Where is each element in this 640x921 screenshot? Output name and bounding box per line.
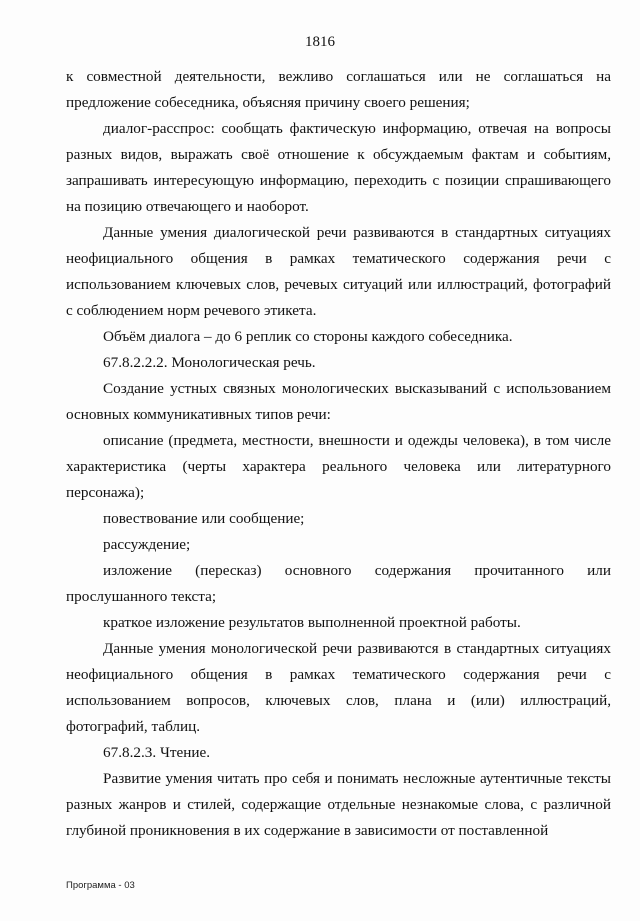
paragraph: Развитие умения читать про себя и понимать несложные аутентичные тексты разных жанров и стилей, содержащие отдельные незнакомые слова, с различной глубиной проникновения в их содержание в зависимости от поставленной bbox=[66, 770, 611, 839]
paragraph: Данные умения монологической речи развиваются в стандартных ситуациях неофициального общения в рамках тематического содержания речи с использованием вопросов, ключевых слов, плана и (или) иллюстраций, фотографий, таблиц. bbox=[66, 640, 611, 735]
paragraph: повествование или сообщение; bbox=[103, 510, 305, 527]
paragraph: Объём диалога – до 6 реплик со стороны каждого собеседника. bbox=[103, 328, 513, 345]
page-footer: Программа - 03 bbox=[66, 880, 135, 891]
section-heading: 67.8.2.3. Чтение. bbox=[103, 744, 210, 761]
body-text bbox=[66, 64, 611, 844]
paragraph: диалог-расспрос: сообщать фактическую информацию, отвечая на вопросы разных видов, выражать своё отношение к обсуждаемым фактам и событиям, запрашивать интересующую информацию, переходить с позиции спрашивающего на позицию отвечающего и наоборот. bbox=[66, 120, 611, 215]
paragraph: описание (предмета, местности, внешности и одежды человека), в том числе характеристика (черты характера реального человека или литературного персонажа); bbox=[66, 432, 611, 501]
paragraph: к совместной деятельности, вежливо соглашаться или не соглашаться на предложение собеседника, объясняя причину своего решения; bbox=[66, 68, 611, 111]
page-number: 1816 bbox=[305, 34, 335, 50]
paragraph: изложение (пересказ) основного содержания прочитанного или прослушанного текста; bbox=[66, 562, 611, 605]
paragraph: Создание устных связных монологических высказываний с использованием основных коммуникативных типов речи: bbox=[66, 380, 611, 423]
paragraph: Данные умения диалогической речи развиваются в стандартных ситуациях неофициального общения в рамках тематического содержания речи с использованием ключевых слов, речевых ситуаций или иллюстраций, фотографий с соблюдением норм речевого этикета. bbox=[66, 224, 611, 319]
section-heading: 67.8.2.2.2. Монологическая речь. bbox=[103, 354, 316, 371]
paragraph: краткое изложение результатов выполненной проектной работы. bbox=[103, 614, 521, 631]
paragraph: рассуждение; bbox=[103, 536, 191, 553]
